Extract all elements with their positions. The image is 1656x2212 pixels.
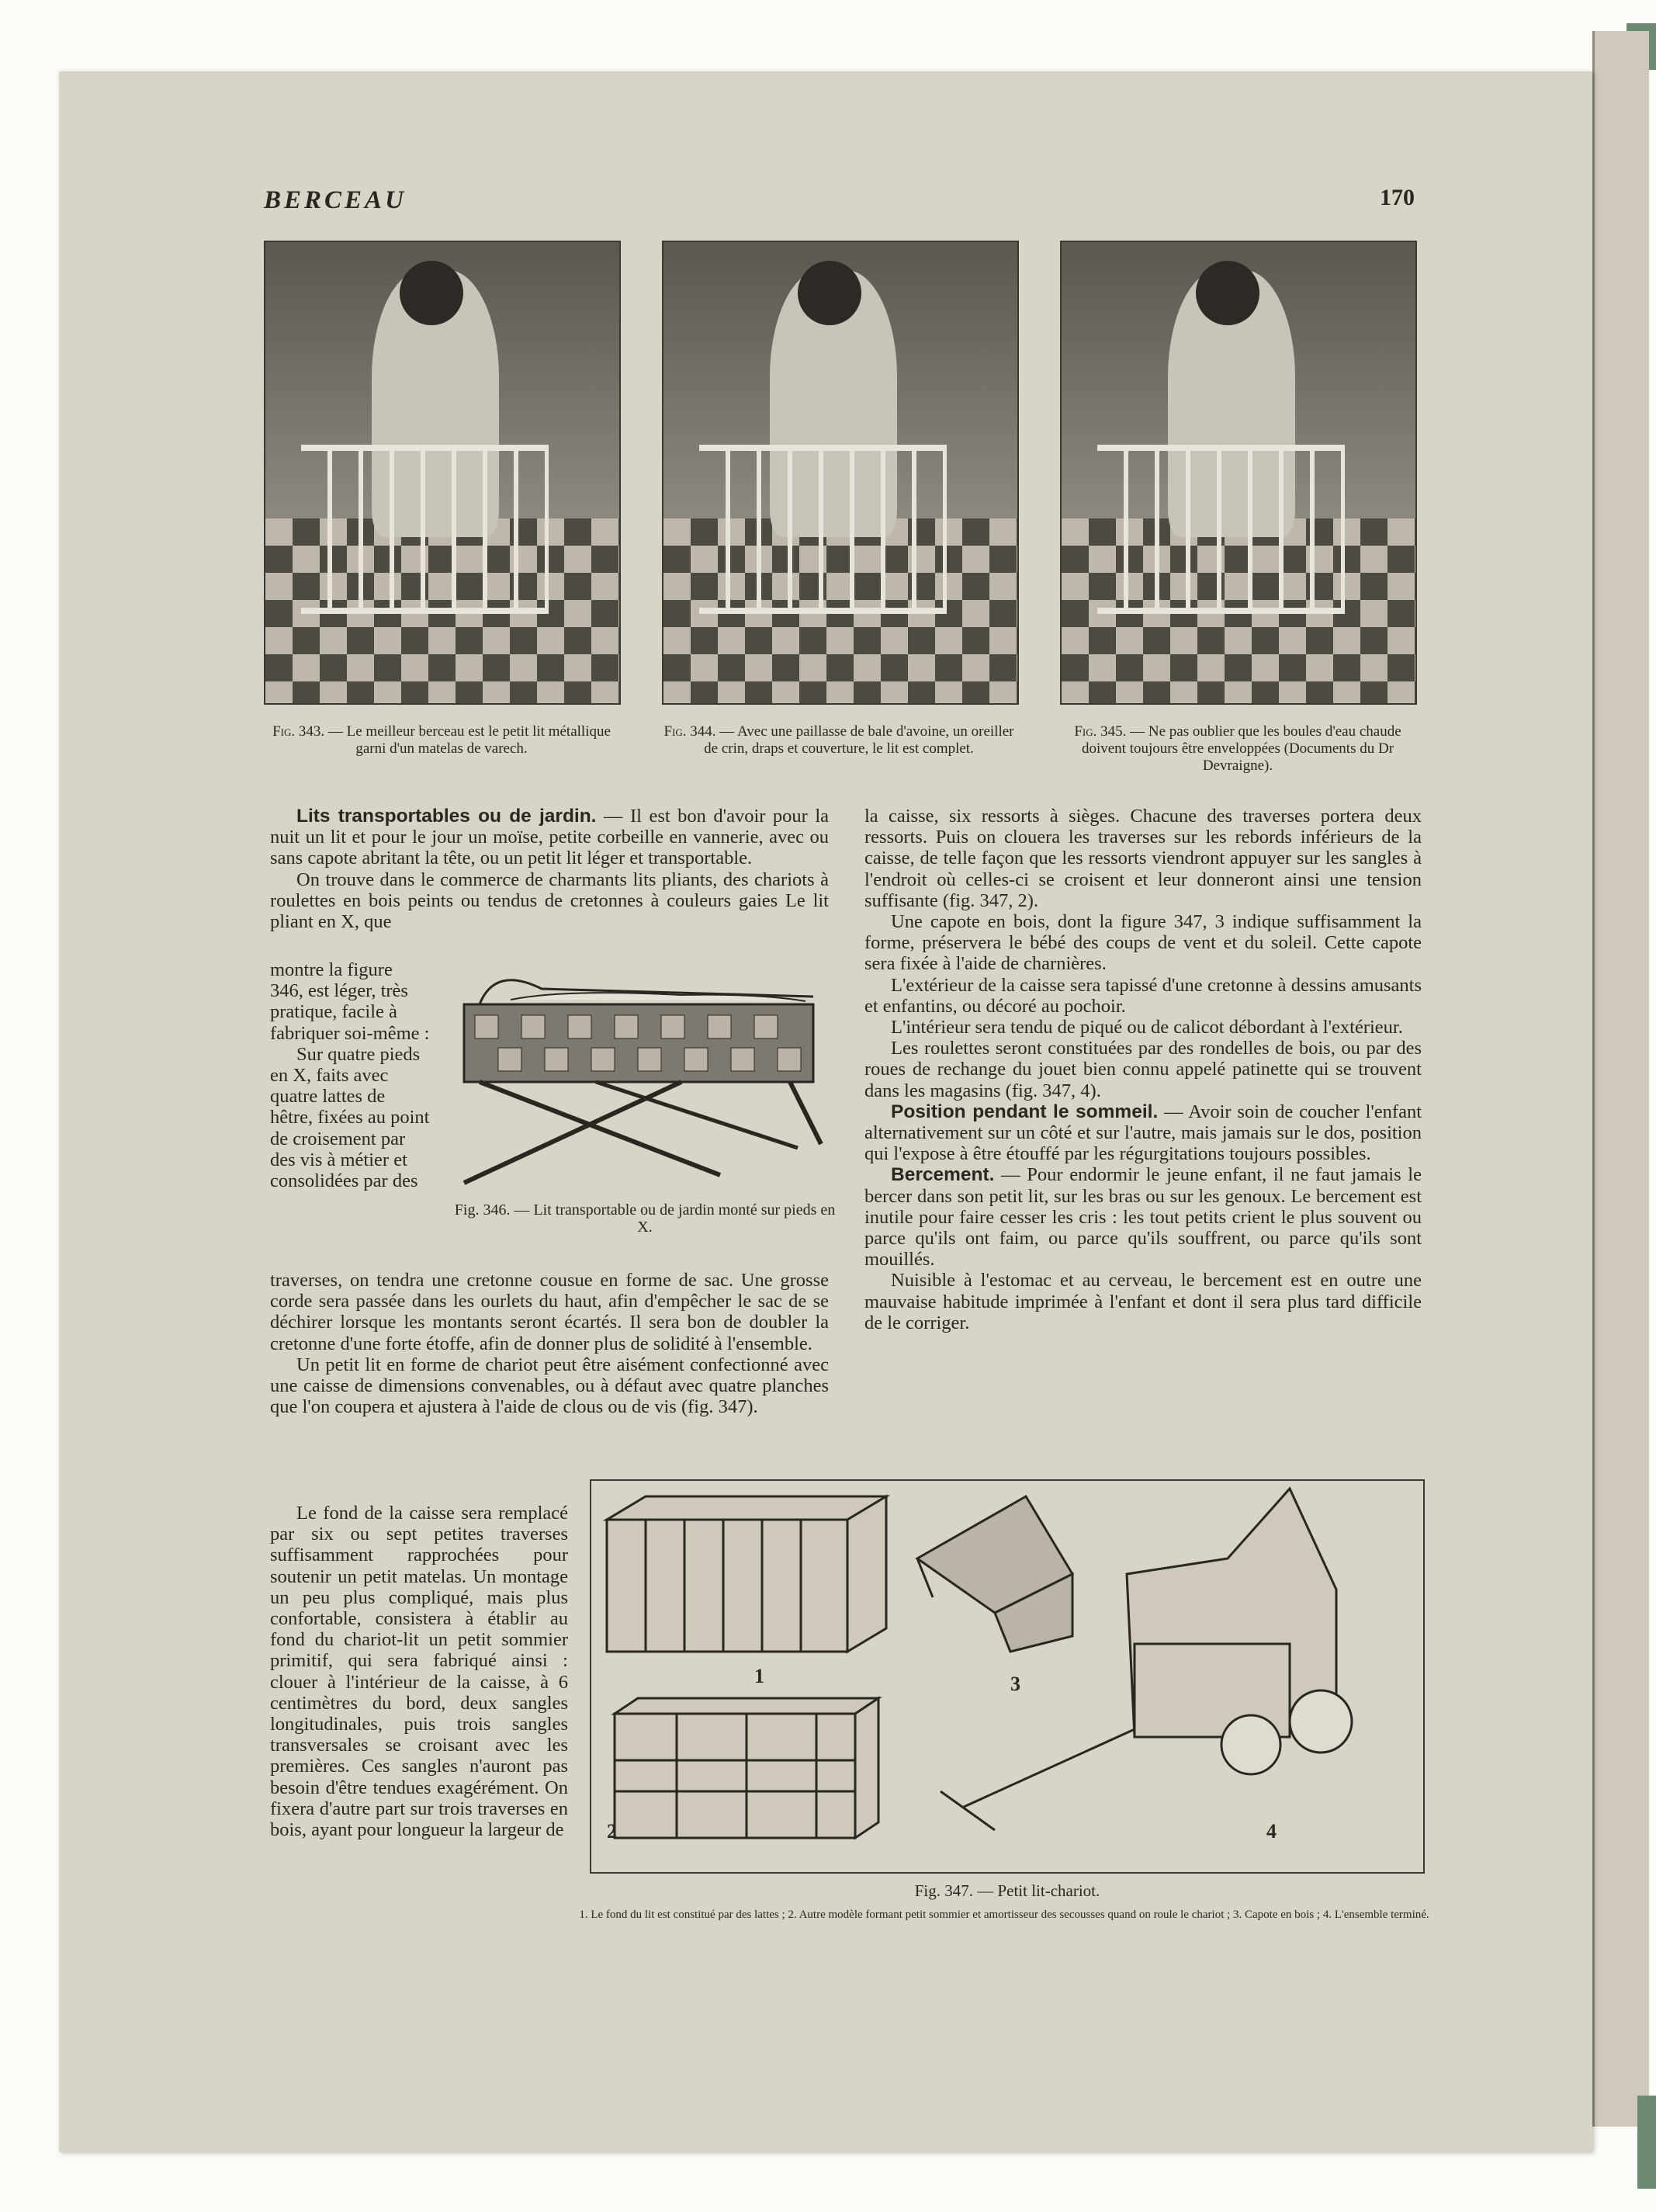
- fig-347-drawing: [591, 1481, 1423, 1872]
- book-spine: [1592, 31, 1649, 2127]
- caption-fig-346: Fig. 346. — Lit transportable ou de jardin monté sur pieds en X.: [454, 1201, 836, 1236]
- caption-fig-347: Fig. 347. — Petit lit-chariot.: [914, 1881, 1100, 1900]
- left-column-mid: traverses, on tendra une cretonne cousue en forme de sac. Une grosse corde sera passée dans les ourlets du haut, afin d'empêcher le sac de se déchirer lorsque les montants seront écartés. Il sera bon de doubler la cretonne d'une forte étoffe, afin de donner plus de solidité à l'ensemble. Un petit lit en forme de chariot peut être aisément confectionné avec une caisse de dimensions convenables, ou à défaut avec quatre planches que l'on coupera et ajustera à l'aide de clous ou de vis (fig. 347).: [270, 1270, 829, 1418]
- fig-347-label-2: 2: [607, 1820, 617, 1843]
- photo-fig-343: [264, 241, 621, 705]
- running-header-title: BERCEAU: [264, 186, 407, 214]
- photo-fig-344: [662, 241, 1019, 705]
- left-column-bottom: Le fond de la caisse sera remplacé par six ou sept petites traverses suffisamment rapprochées pour soutenir un petit matelas. Un montage un peu plus compliqué, mais plus confortable, consistera à établir au fond du chariot-lit un petit sommier primitif, qui sera fabriqué ainsi : clouer à l'intérieur de la caisse, à 6 centimètres du bord, deux sangles longitudinales, puis trois sangles transversales se croisant avec les premières. Ces sangles n'auront pas besoin d'être tendues exagérément. On fixera d'autre part sur trois traverses en bois, ayant pour longueur la largeur de: [270, 1503, 568, 1841]
- fig-347-label-4: 4: [1266, 1820, 1277, 1843]
- section-heading-lits: Lits transportables ou de jardin.: [296, 806, 597, 827]
- fig-347-box: [590, 1479, 1425, 1874]
- book-spine-cloth-bottom: [1637, 2096, 1656, 2189]
- subcaption-fig-347: 1. Le fond du lit est constitué par des lattes ; 2. Autre modèle formant petit sommier et amortisseur des secousses quand on roule le chariot ; 3. Capote en bois ; 4. L'ensemble terminé.: [579, 1909, 1429, 1921]
- section-heading-position: Position pendant le sommeil.: [891, 1101, 1159, 1122]
- page-number: 170: [1380, 185, 1415, 210]
- right-column: la caisse, six ressorts à sièges. Chacune des traverses portera deux ressorts. Puis on clouera les traverses sur les rebords inférieurs de la caisse, de telle façon que les ressorts viendront appuyer sur les sangles à l'endroit où celles-ci se croisent et leur donneront ainsi une tension suffisante (fig. 347, 2). Une capote en bois, dont la figure 347, 3 indique suffisamment la forme, préservera le bébé des coups de vent et du soleil. Cette capote sera fixée à l'aide de charnières. L'extérieur de la caisse sera tapissé d'une cretonne à dessins amusants et enfantins, ou décoré au pochoir. L'intérieur sera tendu de piqué ou de calicot débordant à l'extérieur. Les roulettes seront constituées par des rondelles de bois, ou par des roues de rechange du jouet bien connu appelé patinette qui se trouvent dans les magasins (fig. 347, 4). Position pendant le sommeil. — Avoir soin de coucher l'enfant alternativement sur un côté et sur l'autre, mais jamais sur le dos, position qui l'expose à être étouffé par les régurgitations toujours possibles. Bercement. — Pour endormir le jeune enfant, il ne faut jamais le bercer dans son petit lit, sur les bras ou sur les genoux. Le bercement est inutile pour faire cesser les cris : les tout petits crient le plus souvent ou parce qu'ils ont faim, ou parce qu'ils souffrent, ou parce qu'ils sont mouillés. Nuisible à l'estomac et au cerveau, le bercement est en outre une mauvaise habitude imprimée à l'enfant et dont il sera plus tard difficile de le corriger.: [864, 806, 1422, 1333]
- fig-346-folding-bed-drawing: [449, 973, 837, 1191]
- caption-fig-345: Fig. 345. — Ne pas oublier que les boules d'eau chaude doivent toujours être enveloppées (Documents du Dr Devraigne).: [1074, 723, 1401, 774]
- paragraph: On trouve dans le commerce de charmants lits pliants, des chariots à roulettes en bois peints ou tendus de cretonnes à couleurs gaies Le lit pliant en X, que: [270, 869, 829, 933]
- section-heading-bercement: Bercement.: [891, 1164, 995, 1186]
- left-column-wrap: montre la figure 346, est léger, très pratique, facile à fabriquer soi-même : Sur quatre pieds en X, faits avec quatre lattes de hêtre, fixées au point de croisement par des vis à métier et consolidées par des: [270, 959, 430, 1192]
- fig-347-label-1: 1: [754, 1665, 764, 1687]
- caption-fig-344: Fig. 344. — Avec une paillasse de bale d'avoine, un oreiller de crin, draps et couverture, le lit est complet.: [663, 723, 1014, 757]
- caption-fig-343: Fig. 343. — Le meilleur berceau est le petit lit métallique garni d'un matelas de varech.: [272, 723, 611, 757]
- left-column-top: Lits transportables ou de jardin. — Il est bon d'avoir pour la nuit un lit et pour le jour un moïse, petite corbeille en vannerie, avec ou sans capote abritant la tête, ou un petit lit léger et transportable. On trouve dans le commerce de charmants lits pliants, des chariots à roulettes en bois peints ou tendus de cretonnes à couleurs gaies Le lit pliant en X, que: [270, 806, 829, 933]
- fig-347-label-3: 3: [1010, 1673, 1020, 1695]
- photo-fig-345: [1060, 241, 1417, 705]
